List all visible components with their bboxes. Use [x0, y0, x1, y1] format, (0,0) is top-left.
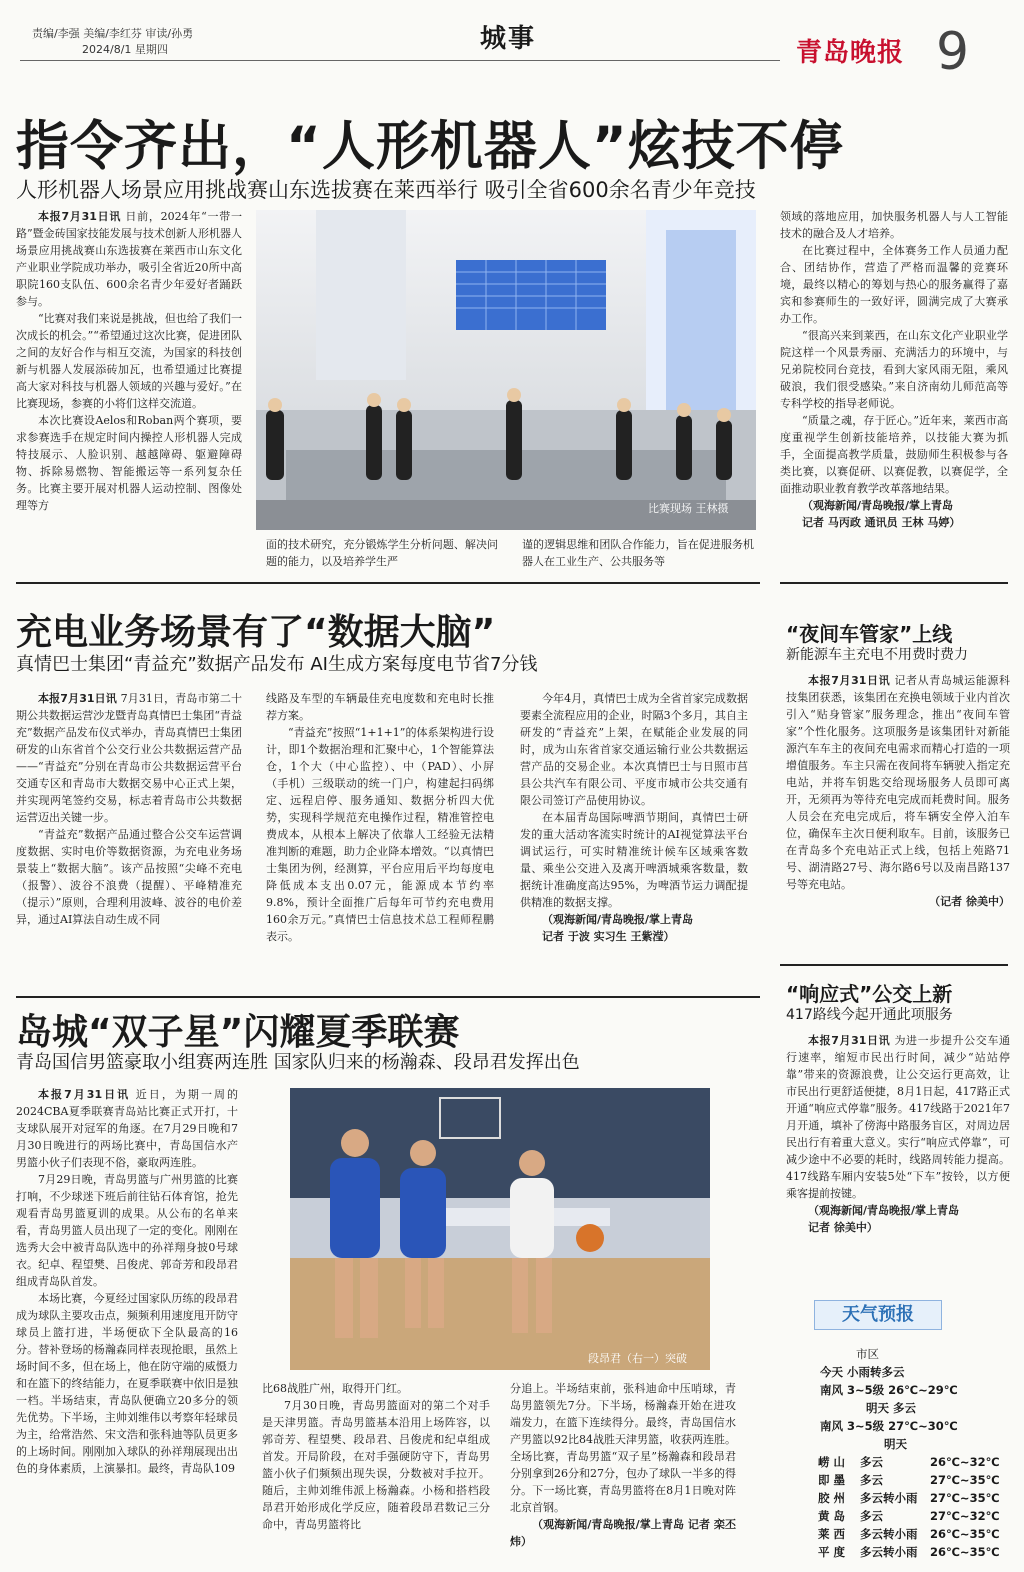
- article1-para: 日前，2024年“一带一路”暨金砖国家技能发展与技术创新人形机器人场景应用挑战赛山东选拔赛在莱西市山东文化产业职业学院成功举办，吸引全省近20所中高职院160支队伍、600余名青少年爱好者踊跃参与。: [16, 210, 242, 308]
- article1-col1: [16, 208, 242, 568]
- article1-headline: 指令齐出，“人形机器人”炫技不停: [16, 116, 844, 177]
- article1-credit: 记者 马丙政 通讯员 王林 马婷）: [802, 516, 961, 529]
- article5-subheadline: 417路线今起开通此项服务: [786, 1007, 953, 1023]
- article1-para: 面的技术研究，充分锻炼学生分析问题、解决问题的能力，以及培养学生严: [266, 538, 498, 568]
- article1-para: 本次比赛设Aelos和Roban两个赛项，要求参赛选手在规定时间内操控人形机器人完成特技展示、人脸识别、越越障碍、躯避障碍物、拆除易燃物、智能搬运等一系列复杂任务。比赛主要开展对机器人运动控制、图像处理等方: [16, 414, 242, 512]
- article2-col3: [520, 690, 748, 988]
- weather-city-row: [818, 1526, 1000, 1542]
- weather-city-row: [818, 1454, 1000, 1470]
- city-cond: 多云: [860, 1509, 883, 1523]
- weather-title: 天气预报: [842, 1304, 914, 1325]
- article1-subheadline: 人形机器人场景应用挑战赛山东选拔赛在莱西举行 吸引全省600余名青少年竞技: [16, 178, 756, 202]
- robot-competition-photo: [256, 210, 756, 530]
- city-temp: 26℃~35℃: [930, 1545, 1000, 1559]
- article5-lead: 本报7月31日讯: [808, 1034, 891, 1047]
- article4-col3: [510, 1380, 736, 1556]
- article4-subheadline: 青岛国信男篮豪取小组赛两连胜 国家队归来的杨瀚森、段昂君发挥出色: [16, 1052, 580, 1073]
- article2-para: 线路及车型的车辆最佳充电度数和充电时长推荐方案。: [266, 692, 494, 722]
- article5-headline: “响应式”公交上新: [786, 982, 953, 1006]
- article1-para: 领域的落地应用，加快服务机器人与人工智能技术的融合及人才培养。: [780, 210, 1008, 240]
- article3-headline: “夜间车管家”上线: [786, 622, 953, 646]
- article1-photo-caption: 比赛现场 王林摄: [648, 502, 729, 515]
- weather-today-detail: 南风 3~5级 26℃~29℃: [820, 1383, 958, 1397]
- article1-para: 谨的逻辑思维和团队合作能力，旨在促进服务机器人在工业生产、公共服务等: [522, 538, 754, 568]
- article1-col4: [780, 208, 1008, 572]
- article2-para: “青益充”数据产品通过整合公交车运营调度数据、实时电价等数据资源，为充电业务场景装上“数据大脑”。该产品按照“尖峰不充电（报警）、波谷不浪费（提醒）、平峰精准充（提示）”原则，合理利用波峰、波谷的电价差异，通过AI算法自动生成不同: [16, 828, 242, 926]
- article4-para: 7月30日晚，青岛男篮面对的第二个对手是天津男篮。青岛男篮基本沿用上场阵容，以郭奇芳、程望樊、段昂君、吕俊虎和纪卓组成首发。开局阶段，在对手强硬防守下，青岛男篮小伙子们频频出现失误，分数被对手拉开。随后，主帅刘维伟派上杨瀚森。小杨和搭档段昂君开始形成化学反应，随着段昂君数记三分命中，青岛男篮将比: [262, 1399, 490, 1531]
- article2-col2: [266, 690, 494, 988]
- masthead-logo: 青岛晚报: [796, 38, 905, 68]
- weather-city-row: [818, 1472, 1000, 1488]
- section-name: 城事: [480, 24, 537, 54]
- weather-city-row: [818, 1544, 1000, 1560]
- article4-photo: [290, 1088, 710, 1370]
- article5-credit: （观海新闻/青岛晚报/掌上青岛: [808, 1204, 960, 1217]
- page-number: 9: [936, 22, 970, 82]
- article5-para: 为进一步提升公交车通行速率，缩短市民出行时间，减少“站站停靠”带来的资源浪费，让公交运行更高效，让市民出行更舒适便捷，8月1日起，417路正式开通“响应式停靠”服务。417线路于2021年7月开通，填补了傍海中路服务盲区，对周边居民出行有着重大意义。实行“响应式停靠”，可减少途中不必要的耗时，线路周转能力提高。417线路车厢内安装5处“下车”按铃，以方便乘客提前按键。: [786, 1034, 1010, 1200]
- city-cond: 多云转小雨: [860, 1527, 918, 1541]
- article2-para: 在本届青岛国际啤酒节期间，真情巴士研发的重大活动客流实时统计的AI视觉算法平台调试运行，可实时精准统计候车区域乘客数量、乘坐公交进入及离开啤酒城乘客数量，数据统计准确度高达95%，为啤酒节运力调配提供精准的数据支撑。: [520, 811, 748, 909]
- article3-body: [786, 672, 1010, 954]
- article1-col2: [266, 536, 498, 570]
- article4-photo-caption: 段昂君（右一）突破: [588, 1352, 687, 1365]
- article2-para: 7月31日，青岛市第二十期公共数据运营沙龙暨青岛真情巴士集团“青益充”数据产品发布仪式举办，青岛真情巴士集团研发的山东省首个公交行业公共数据运营产品——“青益充”分别在青岛市公共数据运营平台交通专区和青岛市大数据交易中心正式上架，并实现两笔签约交易，标志着青岛市公共数据运营迈出关键一步。: [16, 692, 242, 824]
- article1-credit: （观海新闻/青岛晚报/掌上青岛: [802, 499, 954, 512]
- weather-city-row: [818, 1490, 1000, 1506]
- divider: [16, 996, 760, 998]
- article5-credit: 记者 徐美中）: [808, 1221, 878, 1234]
- weather-tomorrow: 明天 多云: [866, 1401, 917, 1415]
- weather-area: 市区: [856, 1347, 879, 1361]
- article3-para: 记者从青岛城运能源科技集团获悉，该集团在充换电领域于业内首次引入“贴身管家”服务理念，推出“夜间车管家”个性化服务。这项服务是该集团针对新能源汽车车主的夜间充电需求而精心打造的一项增值服务。车主只需在夜间将车辆驶入指定充电站，并将车钥匙交给现场服务人员即可离开，无须再为等待充电完成而耗费时间。服务人员会在充电完成后，将车辆安全停入泊车位，确保车主次日便利取车。目前，该服务已在青岛多个充电站正式上线，包括上苑路71号、湖清路27号、海尔路6号以及南昌路137号等充电站。: [786, 674, 1010, 891]
- city-name: 黄 岛: [818, 1509, 846, 1523]
- city-name: 莱 西: [818, 1527, 846, 1541]
- city-temp: 27℃~35℃: [930, 1473, 1000, 1487]
- article3-credit: （记者 徐美中）: [929, 895, 1010, 908]
- city-temp: 27℃~32℃: [930, 1509, 1000, 1523]
- divider: [16, 582, 760, 584]
- weather-tomorrow-detail: 南风 3~5级 27℃~30℃: [820, 1419, 958, 1433]
- article2-headline: 充电业务场景有了“数据大脑”: [16, 612, 496, 653]
- article1-para: “比赛对我们来说是挑战，但也给了我们一次成长的机会。”“希望通过这次比赛，促进团队之间的友好合作与相互交流，为国家的科技创新与机器人发展添砖加瓦，也希望通过比赛提高大家对科技与机器人领域的兴趣与爱好。”在比赛现场，参赛的小将们这样交流道。: [16, 312, 242, 410]
- article3-lead: 本报7月31日讯: [808, 674, 891, 687]
- article4-credit: （观海新闻/青岛晚报/掌上青岛 记者 栾丕炜）: [510, 1518, 736, 1548]
- article4-col1: [16, 1086, 238, 1556]
- article2-lead: 本报7月31日讯: [38, 692, 117, 705]
- city-temp: 27℃~35℃: [930, 1491, 1000, 1505]
- article2-col1: [16, 690, 242, 988]
- weather-title-box: [814, 1300, 942, 1330]
- city-name: 崂 山: [818, 1455, 846, 1469]
- article2-para: 今年4月，真情巴士成为全省首家完成数据要素全流程应用的企业，时隔3个多月，其自主研发的“青益充”上架，在赋能企业发展的同时，成为山东省首家交通运输行业公共数据运营产品的交易企业。本次真情巴士与日照市莒县公共汽车有限公司、平度市城市公共交通有限公司签订产品使用协议。: [520, 692, 748, 807]
- city-temp: 26℃~35℃: [930, 1527, 1000, 1541]
- article4-col2: [262, 1380, 490, 1556]
- article3-subheadline: 新能源车主充电不用费时费力: [786, 647, 968, 663]
- article1-para: 在比赛过程中，全体赛务工作人员通力配合、团结协作，营造了严格而温馨的竞赛环境，最终以精心的筹划与热心的服务赢得了嘉宾和参赛师生的一致好评，圆满完成了大赛承办工作。: [780, 244, 1008, 325]
- article1-lead: 本报7月31日讯: [38, 210, 122, 223]
- divider: [780, 964, 1008, 966]
- article1-para: “很高兴来到莱西，在山东文化产业职业学院这样一个风景秀丽、充满活力的环境中，与兄弟院校同台竞技，看到大家风雨无阻，乘风破浪，我们很受感染。”来自济南幼儿师范高等专科学校的指导老师说。: [780, 329, 1008, 410]
- article2-credit: （观海新闻/青岛晚报/掌上青岛: [542, 913, 694, 926]
- city-temp: 26℃~32℃: [930, 1455, 1000, 1469]
- article2-para: “青益充”按照“1+1+1”的体系架构进行设计，即1个数据治理和汇聚中心，1个智能算法仓，1个大（中心监控）、中（PAD）、小屏（手机）三级联动的统一门户，构建起扫码绑定、远程启停、服务通知、数据分析四大优势，实现科学规范充电操作过程，精准管控电费成本，从根本上解决了依靠人工经验无法精准判断的难题，助力企业降本增效。“以真情巴士集团为例，经测算，平台应用后平均每度电降低成本支出0.07元，能源成本节约率9.8%，预计全面推广后每年可节约充电费用160余万元。”真情巴士信息技术总工程师程鹏表示。: [266, 726, 494, 943]
- city-name: 胶 州: [818, 1491, 846, 1505]
- article1-para: “质量之魂，存于匠心。”近年来，莱西市高度重视学生创新技能培养，以技能大赛为抓手，全面提高教学质量，鼓励师生积极参与各类比赛，以赛促研、以赛促教，以赛促学，全面推动职业教育教学改革落地结果。: [780, 414, 1008, 495]
- article4-lead: 本报7月31日讯: [38, 1088, 131, 1101]
- article1-photo: [256, 210, 756, 530]
- divider: [780, 582, 1008, 584]
- header-rule: [20, 60, 780, 61]
- article4-para: 7月29日晚，青岛男篮与广州男篮的比赛打响，不少球迷下班后前往钻石体育馆，抢先观看青岛男篮夏训的成果。从公布的名单来看，青岛男篮人员出现了一定的变化。刚刚在选秀大会中被青岛队选中的孙祥翔身披0号球衣。纪卓、程望樊、吕俊虎、郭奇芳和段昂君组成青岛队首发。: [16, 1173, 238, 1288]
- article4-para: 近日，为期一周的2024CBA夏季联赛青岛站比赛正式开打，十支球队展开对冠军的角逐。在7月29日晚和7月30日晚进行的两场比赛中，青岛国信水产男篮小伙子们表现不俗，豪取两连胜。: [16, 1088, 238, 1169]
- weather-tomorrow2: 明天: [884, 1437, 907, 1451]
- basketball-game-photo: [290, 1088, 710, 1370]
- weather-city-row: [818, 1508, 1000, 1524]
- article4-para: 比68战胜广州，取得开门红。: [262, 1382, 408, 1395]
- city-cond: 多云: [860, 1473, 883, 1487]
- article4-para: 分追上。半场结束前，张科迪命中压哨球，青岛男篮领先7分。下半场，杨瀚森开始在进攻端发力，在篮下连续得分。最终，青岛国信水产男篮以92比84战胜天津男篮，收获两连胜。全场比赛，青岛男篮“双子星”杨瀚森和段昂君分别拿到26分和27分，包办了球队一半多的得分。下一场比赛，青岛男篮将在8月1日晚对阵北京首钢。: [510, 1382, 736, 1514]
- city-name: 即 墨: [818, 1473, 846, 1487]
- city-cond: 多云转小雨: [860, 1491, 918, 1505]
- article4-headline: 岛城“双子星”闪耀夏季联赛: [16, 1012, 460, 1053]
- editor-credits: 责编/李强 美编/李红芬 审读/孙勇 2024/8/1 星期四: [32, 27, 194, 56]
- weather-today: 今天 小雨转多云: [820, 1365, 905, 1379]
- city-cond: 多云: [860, 1455, 883, 1469]
- city-name: 平 度: [818, 1545, 846, 1559]
- article5-body: [786, 1032, 1010, 1280]
- article2-subheadline: 真情巴士集团“青益充”数据产品发布 AI生成方案每度电节省7分钱: [16, 654, 538, 675]
- city-cond: 多云转小雨: [860, 1545, 918, 1559]
- article2-credit: 记者 于波 实习生 王紫滢）: [542, 930, 675, 943]
- article4-para: 本场比赛，今夏经过国家队历练的段昂君成为球队主要攻击点，频频利用速度甩开防守球员上篮打进，半场便砍下全队最高的16分。替补登场的杨瀚森同样表现抢眼，虽然上场时间不多，但在场上，他在防守端的威慑力和在篮下的终结能力，在夏季联赛中依旧是独一档。半场结束，青岛队便确立20多分的领先优势。下半场，主帅刘维伟以考察年轻球员为主，给常浩然、宋文浩和张科迪等队员更多的上场时间。刚刚加入球队的孙祥翔展现出出色的身体素质，上演暴扣。最终，青岛队109: [16, 1292, 238, 1475]
- article1-col3: [522, 536, 754, 570]
